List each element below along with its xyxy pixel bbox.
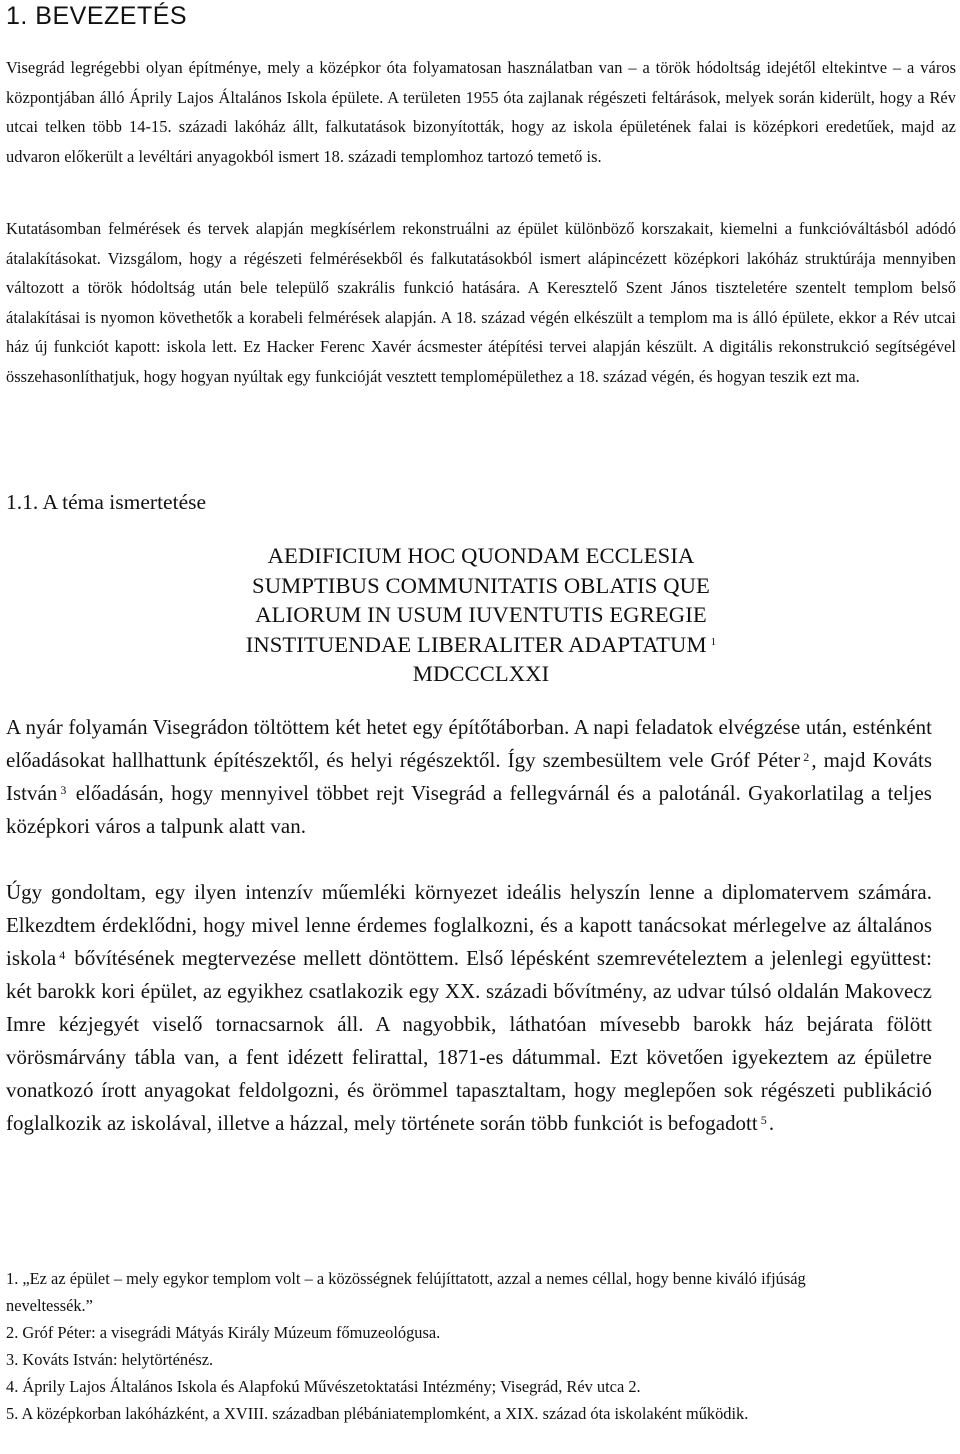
body-paragraph-2-part-a: Úgy gondoltam, egy ilyen intenzív műemléki környezet ideális helyszín lenne a diplomatervem számára. Elkezdtem érdeklődni, hogy mivel lenne érdemes foglalkozni, és a kapott tanácsokat mérlegelve az általános iskola: [6, 880, 932, 970]
body-paragraph-2-part-c: .: [768, 1111, 775, 1135]
footnote-ref-1: 1: [710, 635, 717, 648]
footnote-1: 1. „Ez az épület – mely egykor templom volt – a közösségnek felújíttatott, azzal a nemes céllal, hogy benne kiváló ifjúság neveltessék.”: [6, 1269, 806, 1315]
section-heading: 1.1. A téma ismertetése: [6, 490, 207, 514]
footnote-ref-2: 2: [803, 750, 810, 764]
footnote-4: 4. Áprily Lajos Általános Iskola és Alapfokú Művészetoktatási Intézmény; Visegrád, Rév utca 2.: [6, 1377, 641, 1396]
footnote-5: 5. A középkorban lakóházként, a XVIII. században plébániatemplomként, a XIX. század óta iskolaként működik.: [6, 1404, 749, 1423]
body-paragraph-1-part-b: , majd Kováts István: [6, 748, 932, 805]
latin-inscription: [6, 541, 956, 689]
body-paragraph-2-part-b: bővítésének megtervezése mellett döntöttem. Első lépésként szemrevételeztem a jelenlegi együttest: két barokk kori épület, az egyikhez csatlakozik egy XX. századi bővítmény, az udvar túlsó oldalán Makovecz Imre kézjegyét viselő tornacsarnok áll. A nagyobbik, láthatóan mívesebb barokk ház bejárata fölött vörösmárvány tábla van, a fent idézett felirattal, 1871-es dátummal. Ezt követően igyekeztem az épületre vonatkozó írott anyagokat feldolgozni, és örömmel tapasztaltam, hogy meglepően sok régészeti publikáció foglalkozik az iskolával, illetve a házzal, mely története során több funkciót is befogadott: [6, 946, 933, 1135]
footnote-2: 2. Gróf Péter: a visegrádi Mátyás Király Múzeum főmuzeológusa.: [6, 1323, 441, 1342]
footnote-3: 3. Kováts István: helytörténész.: [6, 1350, 214, 1369]
inscription-line-2: SUMPTIBUS COMMUNITATIS OBLATIS QUE: [252, 572, 710, 598]
intro-paragraph-1: Visegrád legrégebbi olyan építménye, mely a középkor óta folyamatosan használatban van – a török hódoltság idejétől eltekintve – a város központjában álló Áprily Lajos Általános Iskola épülete. A területen 1955 óta zajlanak régészeti feltárások, melyek során kiderült, hogy a Rév utcai telken több 14-15. századi lakóház állt, falkutatások bizonyították, hogy az iskola épületének falai is középkori eredetűek, majd az udvaron előkerült a levéltári anyagokból ismert 18. századi templomhoz tartozó temető is.: [6, 58, 956, 166]
footnote-ref-3: 3: [60, 783, 67, 797]
inscription-line-4-text: INSTITUENDAE LIBERALITER ADAPTATUM: [245, 631, 707, 657]
body-paragraph-1-part-c: előadásán, hogy mennyivel többet rejt Visegrád a fellegvárnál és a palotánál. Gyakorlatilag a teljes középkori város a talpunk alatt van.: [6, 781, 932, 838]
inscription-line-3: ALIORUM IN USUM IUVENTUTIS EGREGIE: [255, 602, 707, 628]
body-paragraph-1: [6, 711, 932, 843]
body-paragraph-2: [6, 876, 932, 1140]
inscription-date: MDCCCLXXI: [412, 661, 550, 687]
footnotes-list: [6, 1265, 906, 1427]
body-paragraph-1-part-a: A nyár folyamán Visegrádon töltöttem két hetet egy építőtáborban. A napi feladatok elvégzése után, esténként előadásokat hallhattunk építészektől, és helyi régészektől. Így szembesültem vele Gróf Péter: [6, 715, 932, 772]
chapter-heading: 1. BEVEZETÉS: [6, 2, 188, 30]
intro-paragraph-2: Kutatásomban felmérések és tervek alapján megkísérlem rekonstruálni az épület különböző korszakait, kiemelni a funkcióváltásból adódó átalakításokat. Vizsgálom, hogy a régészeti felmérésekből és falkutatásokból ismert alápincézett középkori lakóház struktúrája mennyiben változott a török hódoltság után bele települő szakrális funkció hatására. A Keresztelő Szent János tiszteletére szentelt templom belső átalakításai is nyomon követhetők a korabeli felmérések alapján. A 18. század végén elkészült a templom ma is álló épülete, ekkor a Rév utcai ház új funkciót kapott: iskola lett. Ez Hacker Ferenc Xavér ácsmester átépítési tervei alapján készült. A digitális rekonstrukció segítségével összehasonlíthatjuk, hogy hogyan nyúltak egy funkcióját vesztett templomépülethez a 18. század végén, és hogyan teszik ezt ma.: [6, 219, 956, 386]
inscription-line-1: AEDIFICIUM HOC QUONDAM ECCLESIA: [267, 543, 695, 568]
inscription-line-4: [6, 630, 956, 660]
footnote-ref-4: 4: [59, 948, 66, 962]
footnote-ref-5: 5: [760, 1113, 767, 1127]
